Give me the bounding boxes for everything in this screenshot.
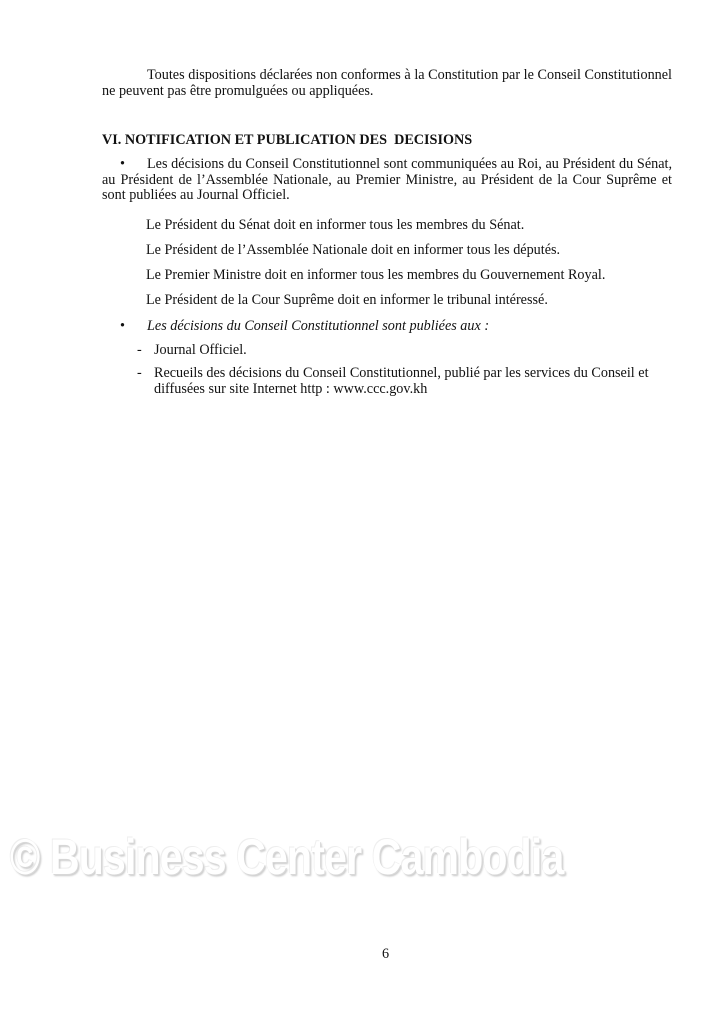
bullet-notification <box>102 157 672 204</box>
inform-line-premier-ministre: Le Premier Ministre doit en informer tous les membres du Gouvernement Royal. <box>146 267 606 283</box>
list-item-text: Recueils des décisions du Conseil Constitutionnel, publié par les services du Conseil et diffusées sur site Internet http : www.ccc.gov.kh <box>154 365 649 397</box>
inform-line-cour-supreme: Le Président de la Cour Suprême doit en informer le tribunal intéressé. <box>146 292 548 308</box>
list-item-text: Journal Officiel. <box>154 342 247 358</box>
list-item-recueils <box>137 366 672 397</box>
inform-line-senat: Le Président du Sénat doit en informer tous les membres du Sénat. <box>146 217 525 233</box>
intro-block <box>102 68 672 99</box>
bullet-notification-text: Les décisions du Conseil Constitutionnel sont communiquées au Roi, au Président du Sénat, au Président de l’Assemblée Nationale, au Premier Ministre, au Président de la Cour Suprême et sont publiées au Journal Officiel. <box>102 156 672 203</box>
section-heading: VI. NOTIFICATION ET PUBLICATION DES DECISIONS <box>102 132 473 148</box>
bullet-icon: • <box>120 318 125 334</box>
dash-icon: - <box>137 342 142 358</box>
page-number: 6 <box>382 946 390 962</box>
bullet-icon: • <box>120 156 125 172</box>
watermark: © Business Center Cambodia <box>10 829 564 885</box>
inform-line-assemblee: Le Président de l’Assemblée Nationale doit en informer tous les députés. <box>146 242 561 258</box>
bullet-publication-text: Les décisions du Conseil Constitutionnel sont publiées aux : <box>147 318 490 334</box>
dash-icon: - <box>137 365 142 381</box>
intro-paragraph: Toutes dispositions déclarées non conformes à la Constitution par le Conseil Constitutionnel ne peuvent pas être promulguées ou appliquées. <box>102 67 672 99</box>
list-item-journal-officiel <box>137 343 672 359</box>
